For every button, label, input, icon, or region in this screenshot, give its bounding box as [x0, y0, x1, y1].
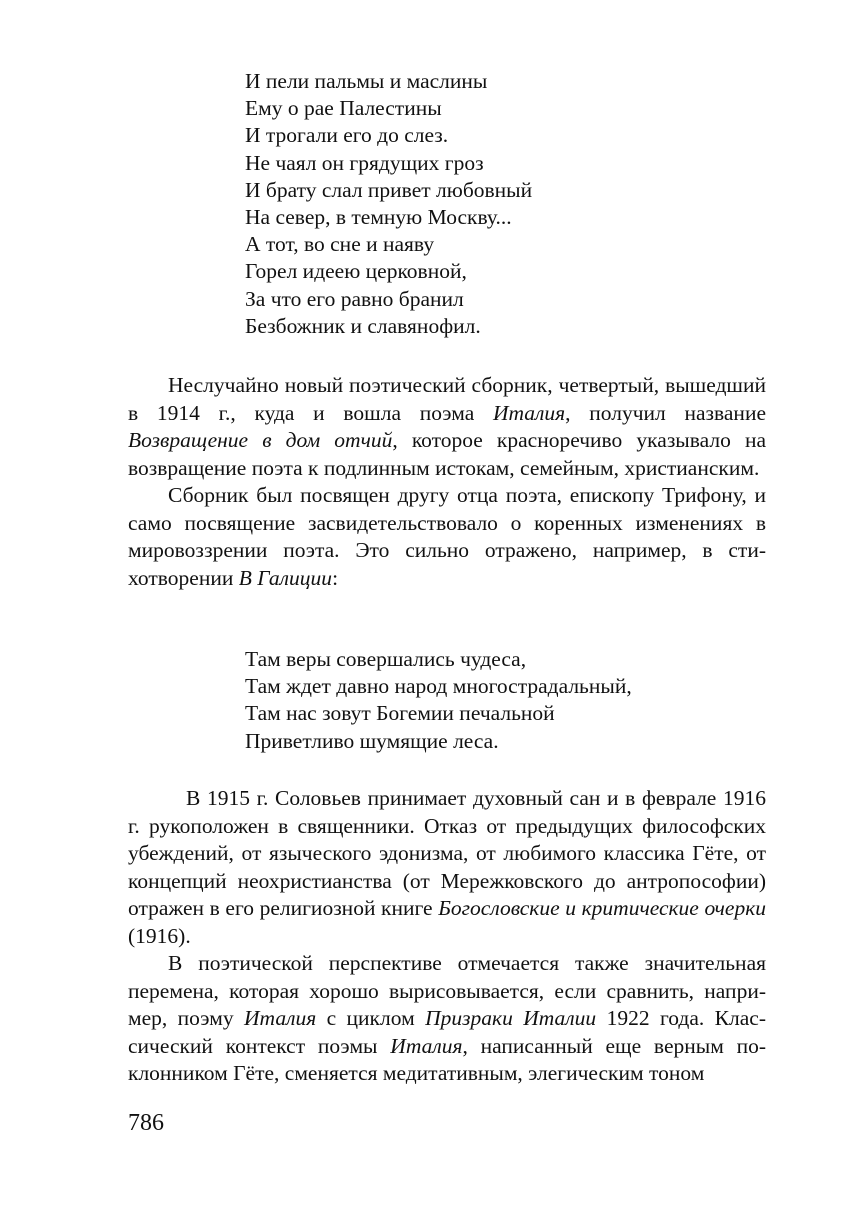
- text-run: , получил название: [565, 400, 766, 425]
- prose-block: [128, 785, 766, 1088]
- verse-line: А тот, во сне и наяву: [245, 232, 435, 257]
- italic-title: Италия: [244, 1006, 317, 1030]
- verse-line: Безбожник и славянофил.: [245, 313, 481, 338]
- verse-block: [245, 646, 632, 755]
- text-run: Сборник был посвящен другу отца поэта, епископу Трифону, и само посвящение засвидетельствовало о коренных изменениях в мировоззрении поэта. Это сильно отражено, например, в стихотворении: [128, 483, 766, 590]
- italic-title: Италия: [492, 400, 566, 425]
- verse-line: Не чаял он грядущих гроз: [245, 150, 484, 175]
- italic-title: Призраки Италии: [425, 1006, 597, 1030]
- verse-line: На север, в темную Москву...: [245, 205, 512, 230]
- text-run: В поэтической перспективе отмечается также значительная перемена, которая хорошо вырисовывается, если сравнить, например, поэму: [128, 951, 766, 1030]
- text-run: 1922 года. Классический контекст поэмы: [128, 1006, 766, 1058]
- paragraph: [128, 482, 766, 592]
- verse-line: Ему о рае Палестины: [245, 96, 442, 121]
- verse-block: [245, 68, 532, 340]
- italic-title: Италия: [390, 1033, 463, 1058]
- italic-title: Богословские и критические очерки: [438, 896, 767, 920]
- verse-line: И пели пальмы и маслины: [245, 69, 488, 93]
- page-number: 786: [128, 1110, 164, 1136]
- text-run: (1916).: [128, 923, 191, 948]
- italic-title: В Галиции: [238, 565, 333, 590]
- verse-line: Горел идеею церковной,: [245, 259, 467, 284]
- verse-line: За что его равно бранил: [245, 286, 464, 311]
- text-run: , которое красноречиво указывало на возвращение поэта к подлинным истокам, семейным, христианским.: [128, 428, 766, 480]
- text-run: Неслучайно новый поэтический сборник, четвертый, вышедший в 1914 г., куда и вошла поэма: [128, 373, 766, 425]
- text-run: :: [332, 565, 339, 590]
- verse-line: Там веры совершались чудеса,: [245, 647, 527, 671]
- paragraph: [128, 372, 766, 482]
- paragraph: [128, 950, 766, 1088]
- verse-line: И трогали его до слез.: [245, 123, 449, 148]
- paragraph: [128, 785, 766, 950]
- verse-line: И брату слал привет любовный: [245, 177, 533, 202]
- verse-line: Там нас зовут Богемии печальной: [245, 701, 555, 726]
- text-run: , написанный еще верным поклонником Гёте, сменяется медитативным, элегическим тоном: [128, 1033, 767, 1085]
- verse-line: Приветливо шумящие леса.: [245, 728, 499, 753]
- text-run: В 1915 г. Соловьев принимает духовный сан и в феврале 1916 г. рукоположен в священники. Отказ от предыдущих философских убеждений, от языческого эдонизма, от любимого классика Гёте, от концепций неохристианства (от Мережковского до антропософии) отражен в его религиозной книге: [128, 786, 766, 920]
- prose-block: [128, 372, 766, 592]
- italic-title: Возвращение в дом отчий: [128, 428, 393, 452]
- verse-line: Там ждет давно народ многострадальный,: [245, 674, 632, 699]
- text-run: с циклом: [316, 1006, 426, 1030]
